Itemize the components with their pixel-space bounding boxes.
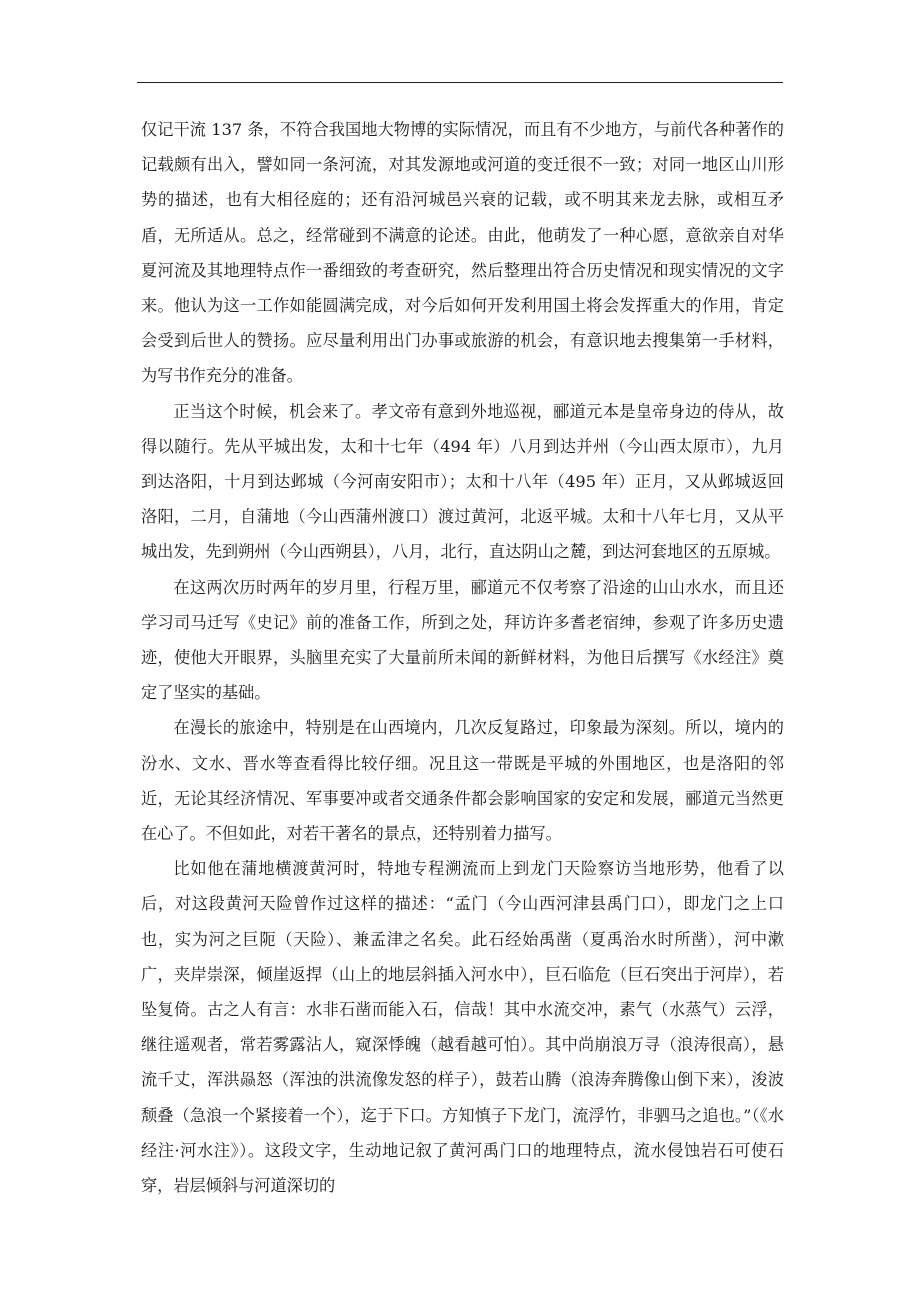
paragraph: 仅记干流 137 条，不符合我国地大物博的实际情况，而且有不少地方，与前代各种著作的记载颇有出入，譬如同一条河流，对其发源地或河道的变迁很不一致；对同一地区山川形势的描述，也有大相径庭的；还有沿河城邑兴衰的记载，或不明其来龙去脉，或相互矛盾，无所适从。总之，经常碰到不满意的论述。由此，他萌发了一种心愿，意欲亲自对华夏河流及其地理特点作一番细致的考查研究，然后整理出符合历史情况和现实情况的文字来。他认为这一工作如能圆满完成，对今后如何开发利用国土将会发挥重大的作用，肯定会受到后世人的赞扬。应尽量利用出门办事或旅游的机会，有意识地去搜集第一手材料，为写书作充分的准备。	[141, 120, 784, 386]
document-body	[141, 112, 784, 1203]
paragraph: 在这两次历时两年的岁月里，行程万里，郦道元不仅考察了沿途的山山水水，而且还学习司马迁写《史记》前的准备工作，所到之处，拜访许多耆老宿绅，参观了许多历史遗迹，使他大开眼界，头脑里充实了大量前所未闻的新鲜材料，为他日后撰写《水经注》奠定了坚实的基础。	[141, 577, 784, 703]
header-rule	[137, 82, 783, 83]
paragraph: 正当这个时候，机会来了。孝文帝有意到外地巡视，郦道元本是皇帝身边的侍从，故得以随行。先从平城出发，太和十七年（494 年）八月到达并州（今山西太原市），九月到达洛阳，十月到达邺城（今河南安阳市）；太和十八年（495 年）正月，又从邺城返回洛阳，二月，自蒲地（今山西蒲州渡口）渡过黄河，北返平城。太和十八年七月，又从平城出发，先到朔州（今山西朔县），八月，北行，直达阴山之麓，到达河套地区的五原城。	[141, 401, 784, 562]
paragraph: 在漫长的旅途中，特别是在山西境内，几次反复路过，印象最为深刻。所以，境内的汾水、文水、晋水等查看得比较仔细。况且这一带既是平城的外围地区，也是洛阳的邻近，无论其经济情况、军事要冲或者交通条件都会影响国家的安定和发展，郦道元当然更在心了。不但如此，对若干著名的景点，还特别着力描写。	[141, 718, 784, 844]
paragraph: 比如他在蒲地横渡黄河时，特地专程溯流而上到龙门天险察访当地形势，他看了以后，对这段黄河天险曾作过这样的描述：“孟门（今山西河津县禹门口），即龙门之上口也，实为河之巨阨（天险）、兼孟津之名矣。此石经始禹凿（夏禹治水时所凿），河中漱广，夹岸崇深，倾崖返捍（山上的地层斜插入河水中），巨石临危（巨石突出于河岸），若坠复倚。古之人有言：水非石凿而能入石，信哉！其中水流交冲，素气（水蒸气）云浮，继往遥观者，常若雾露沾人，窥深悸魄（越看越可怕）。其中尚崩浪万寻（浪涛很高），悬流千丈，浑洪赑怒（浑浊的洪流像发怒的样子），鼓若山腾（浪涛奔腾像山倒下来），浚波颓叠（急浪一个紧接着一个），迄于下口。方知慎子下龙门，流浮竹，非驷马之追也。”（《水经注·河水注》）。这段文字，生动地记叙了黄河禹门口的地理特点，流水侵蚀岩石可使石穿，岩层倾斜与河道深切的	[141, 859, 784, 1196]
